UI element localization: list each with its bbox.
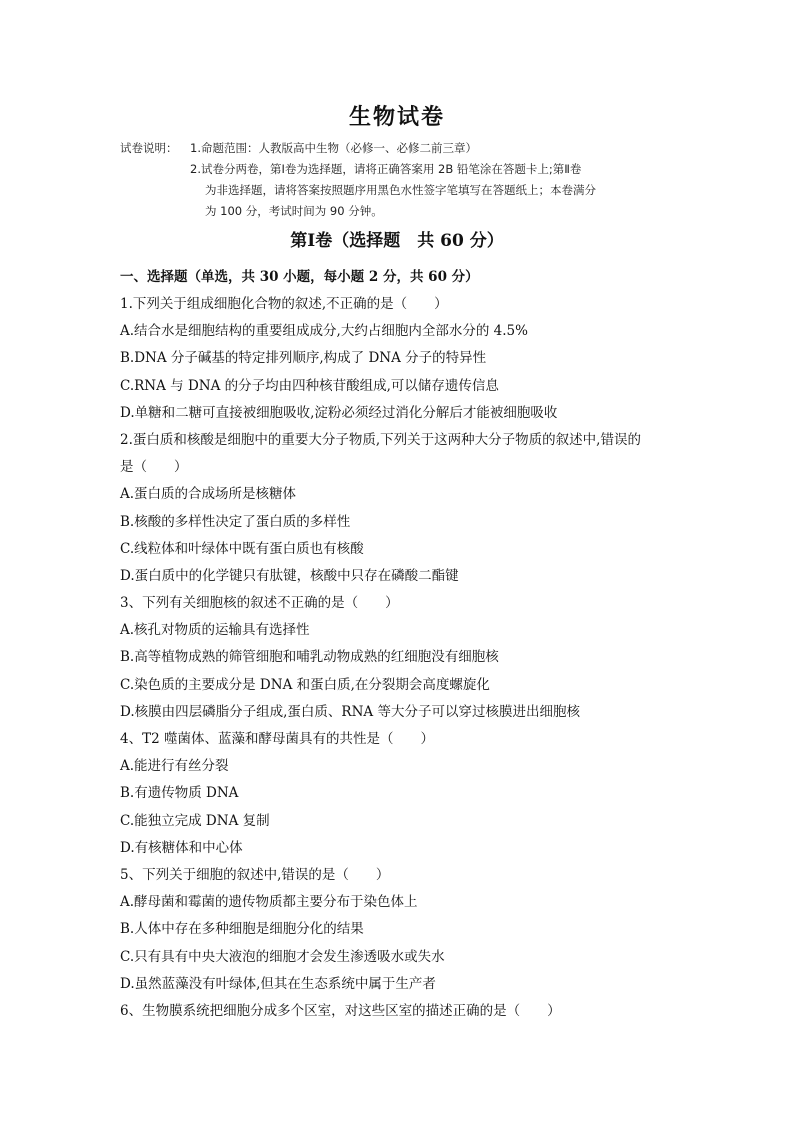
- option-line: D.单糖和二糖可直接被细胞吸收,淀粉必须经过消化分解后才能被细胞吸收: [120, 404, 558, 421]
- option-line: A.能进行有丝分裂: [120, 758, 229, 775]
- option-line: D.有核糖体和中心体: [120, 839, 243, 856]
- part-one-title: 第Ⅰ卷（选择题 共 60 分）: [290, 231, 504, 251]
- option-line: B.有遗传物质 DNA: [120, 785, 239, 802]
- question-line: 是（ ）: [120, 459, 188, 476]
- notes-line-3: 为非选择题，请将答案按照题序用黑色水性签字笔填写在答题纸上；本卷满分: [205, 183, 596, 197]
- option-line: A.酵母菌和霉菌的遗传物质都主要分布于染色体上: [120, 894, 418, 911]
- notes-line-1: 1.命题范围：人教版高中生物（必修一、必修二前三章）: [190, 141, 477, 155]
- option-line: C.只有具有中央大液泡的细胞才会发生渗透吸水或失水: [120, 948, 445, 965]
- notes-line-4: 为 100 分，考试时间为 90 分钟。: [205, 204, 383, 218]
- option-line: C.线粒体和叶绿体中既有蛋白质也有核酸: [120, 540, 364, 557]
- question-line: 2.蛋白质和核酸是细胞中的重要大分子物质,下列关于这两种大分子物质的叙述中,错误的: [120, 431, 641, 448]
- notes-label: 试卷说明：: [120, 141, 178, 155]
- option-line: B.DNA 分子碱基的特定排列顺序,构成了 DNA 分子的特异性: [120, 350, 487, 367]
- option-line: D.核膜由四层磷脂分子组成,蛋白质、RNA 等大分子可以穿过核膜进出细胞核: [120, 703, 580, 720]
- section-title: 一、选择题（单选，共 30 小题，每小题 2 分，共 60 分）: [120, 269, 479, 285]
- question-list: [120, 291, 680, 1025]
- question-line: 1.下列关于组成细胞化合物的叙述,不正确的是（ ）: [120, 296, 448, 312]
- question-line: 3、下列有关细胞核的叙述不正确的是（ ）: [120, 595, 399, 612]
- option-line: D.虽然蓝藻没有叶绿体,但其在生态系统中属于生产者: [120, 975, 436, 992]
- option-line: B.人体中存在多种细胞是细胞分化的结果: [120, 921, 364, 938]
- option-line: A.蛋白质的合成场所是核糖体: [120, 486, 297, 503]
- notes-line-2: 2.试卷分两卷，第Ⅰ卷为选择题，请将正确答案用 2B 铅笔涂在答题卡上;第Ⅱ卷: [190, 162, 582, 176]
- option-line: C.染色质的主要成分是 DNA 和蛋白质,在分裂期会高度螺旋化: [120, 676, 490, 693]
- option-line: B.高等植物成熟的筛管细胞和哺乳动物成熟的红细胞没有细胞核: [120, 649, 499, 666]
- option-line: B.核酸的多样性决定了蛋白质的多样性: [120, 513, 351, 530]
- option-line: D.蛋白质中的化学键只有肽键，核酸中只存在磷酸二酯键: [120, 567, 459, 584]
- question-line: 5、下列关于细胞的叙述中,错误的是（ ）: [120, 866, 390, 883]
- option-line: C.RNA 与 DNA 的分子均由四种核苷酸组成,可以储存遗传信息: [120, 377, 499, 394]
- question-line: 4、T2 噬菌体、蓝藻和酵母菌具有的共性是（ ）: [120, 731, 434, 747]
- option-line: C.能独立完成 DNA 复制: [120, 812, 270, 829]
- option-line: A.结合水是细胞结构的重要组成成分,大约占细胞内全部水分的 4.5%: [120, 323, 528, 340]
- question-line: 6、生物膜系统把细胞分成多个区室，对这些区室的描述正确的是（ ）: [120, 1002, 561, 1019]
- option-line: A.核孔对物质的运输具有选择性: [120, 622, 310, 639]
- exam-title: 生物试卷: [348, 104, 445, 130]
